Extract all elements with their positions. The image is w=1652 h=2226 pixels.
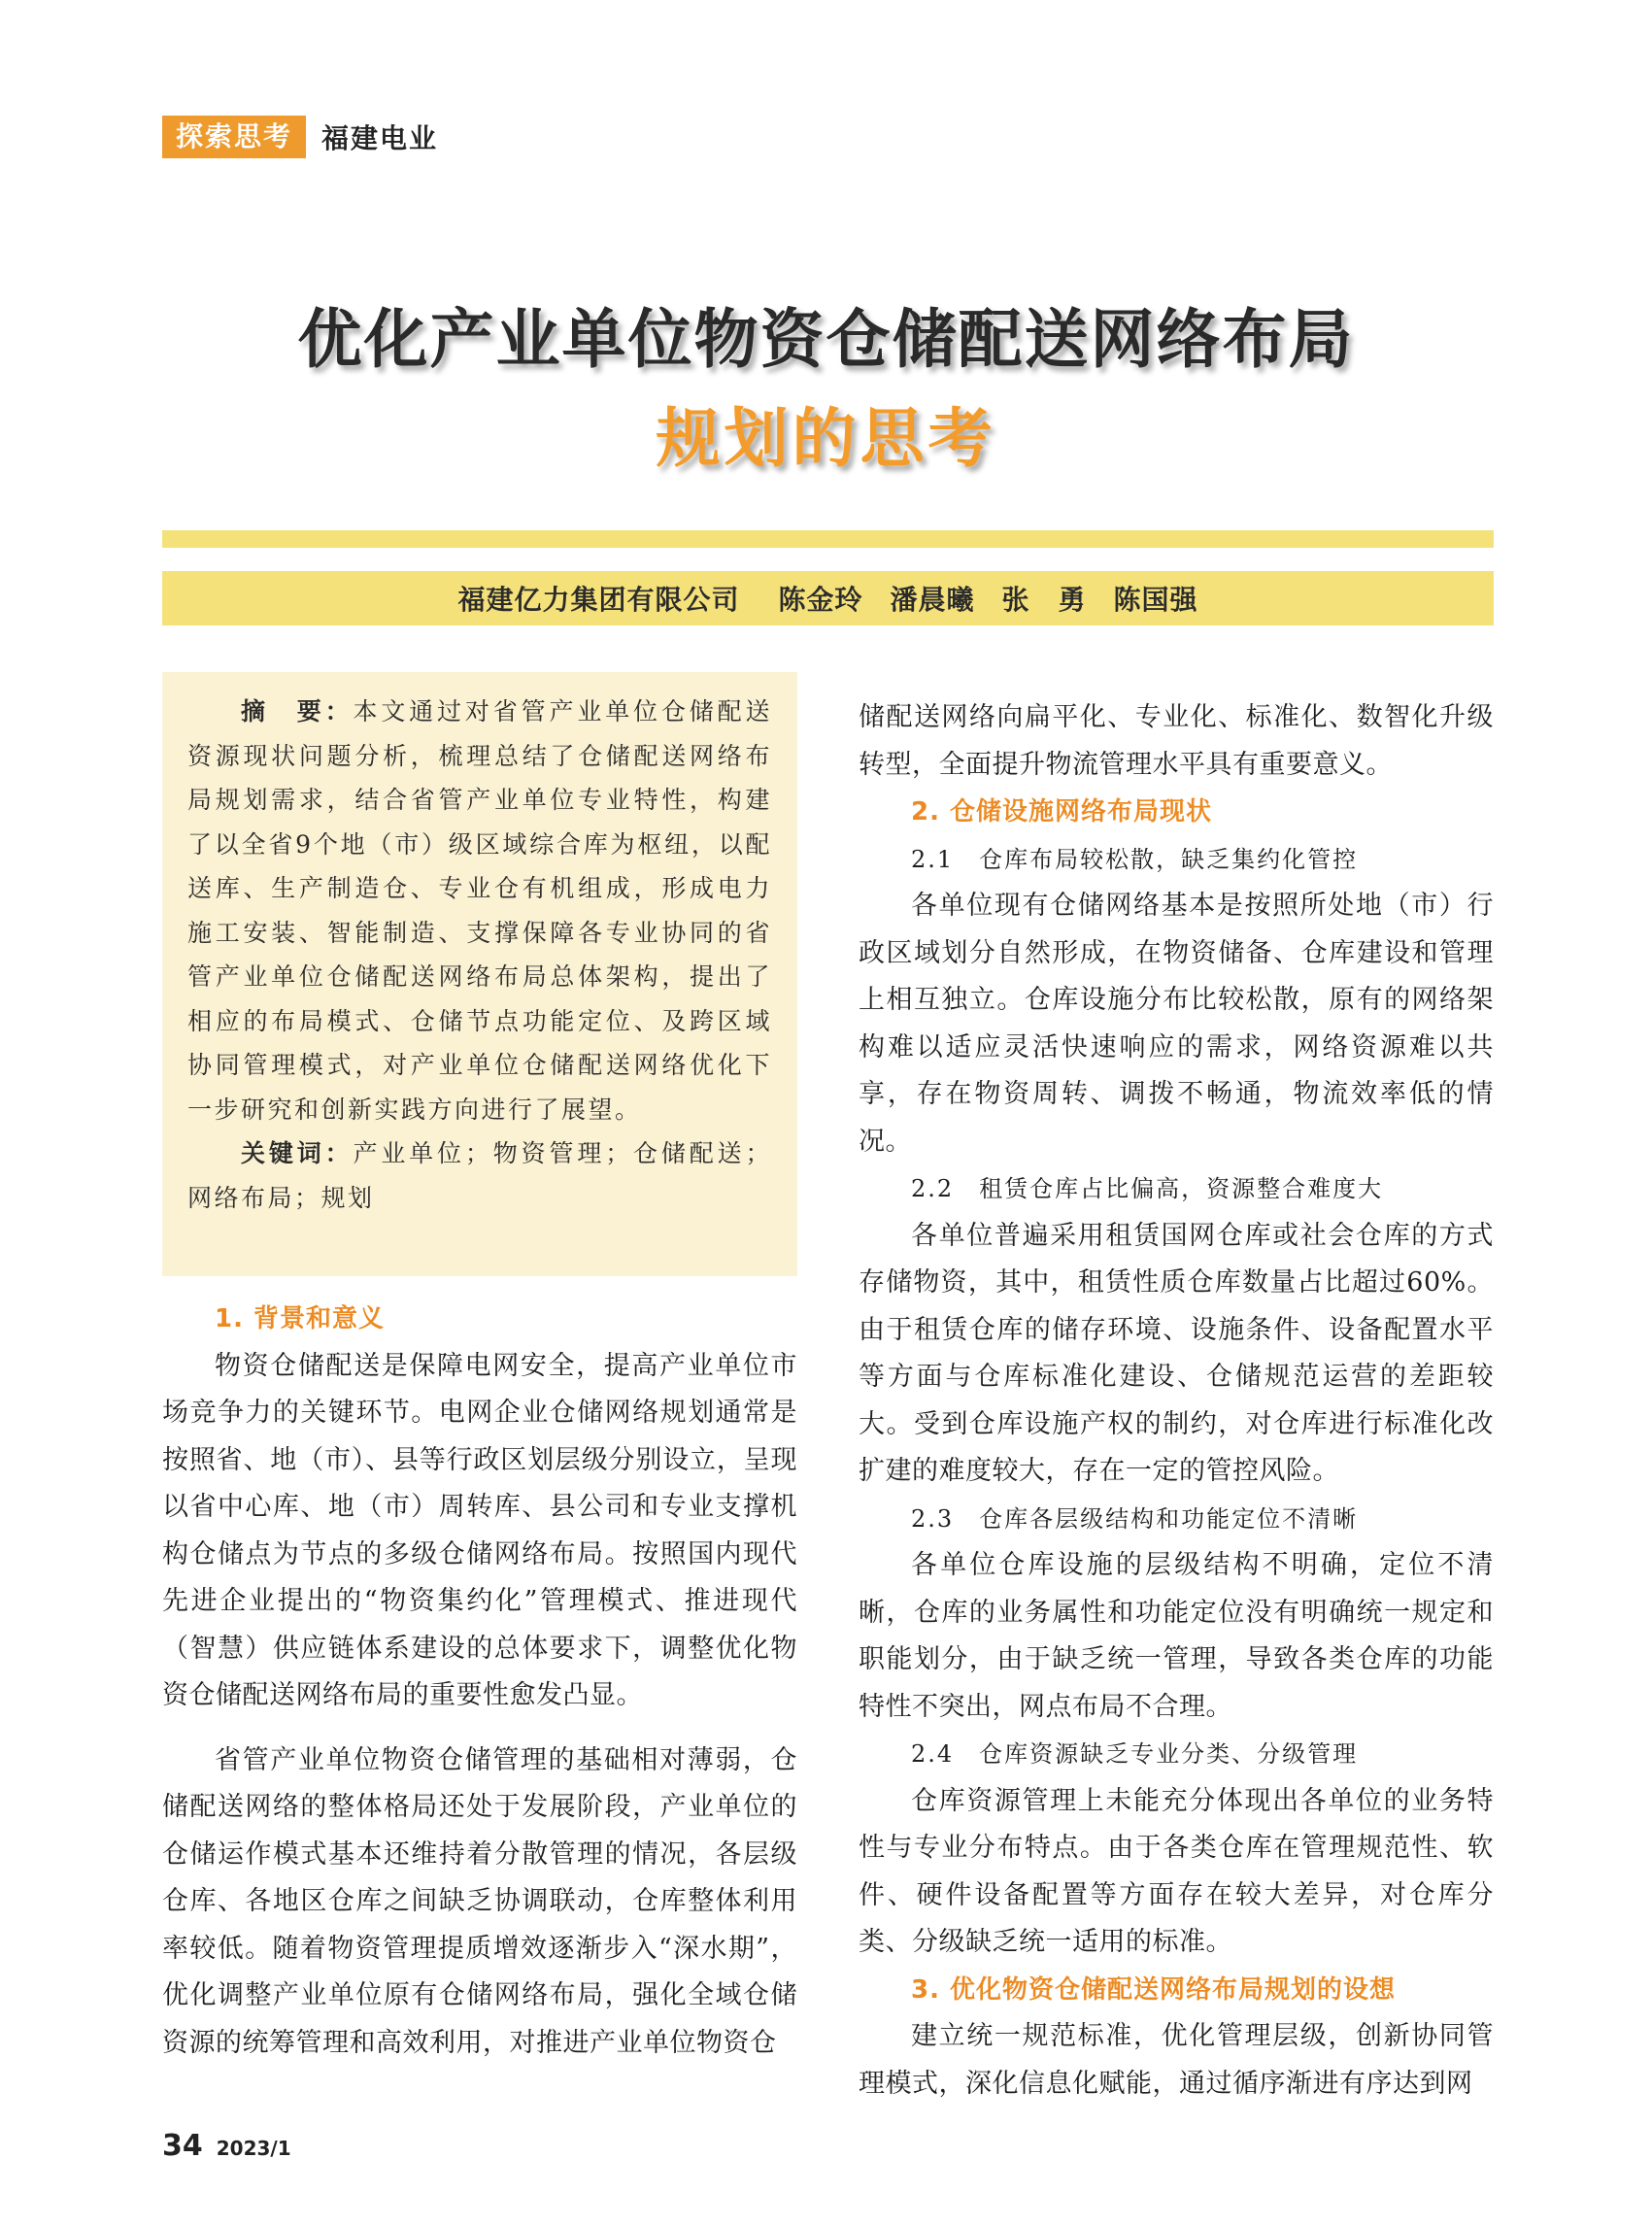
body-paragraph: 各单位现有仓储网络基本是按照所处地（市）行政区域划分自然形成，在物资储备、仓库建设和管理上相互独立。仓库设施分布比较松散，原有的网络架构难以适应灵活快速响应的需求，网络资源难以共享，存在物资周转、调拨不畅通，物流效率低的情况。 [859,891,1494,1157]
page-footer [162,2129,291,2163]
left-column [162,1296,797,2067]
article-title-line1: 优化产业单位物资仓储配送网络布局 [297,302,1355,377]
subsection-heading-2-3: 2.3 仓库各层级结构和功能定位不清晰 [911,1504,1359,1533]
body-paragraph: 各单位普遍采用租赁国网仓库或社会仓库的方式存储物资，其中，租赁性质仓库数量占比超过60%。由于租赁仓库的储存环境、设施条件、设备配置水平等方面与仓库标准化建设、仓储规范运营的差距较大。受到仓库设施产权的制约，对仓库进行标准化改扩建的难度较大，存在一定的管控风险。 [859,1220,1494,1486]
body-paragraph: 仓库资源管理上未能充分体现出各单位的业务特性与专业分布特点。由于各类仓库在管理规范性、软件、硬件设备配置等方面存在较大差异，对仓库分类、分级缺乏统一适用的标准。 [859,1785,1494,1957]
decorative-bar [162,530,1494,548]
section-tag: 探索思考 [162,116,306,158]
body-paragraph: 各单位仓库设施的层级结构不明确，定位不清晰，仓库的业务属性和功能定位没有明确统一规定和职能划分，由于缺乏统一管理，导致各类仓库的功能特性不突出，网点布局不合理。 [859,1550,1494,1722]
keywords-text: 产业单位；物资管理；仓储配送；网络布局；规划 [187,1139,772,1212]
section-heading-2: 2. 仓储设施网络布局现状 [911,797,1213,826]
body-paragraph: 物资仓储配送是保障电网安全，提高产业单位市场竞争力的关键环节。电网企业仓储网络规划通常是按照省、地（市）、县等行政区划层级分别设立，呈现以省中心库、地（市）周转库、县公司和专业支撑机构仓储点为节点的多级仓储网络布局。按照国内现代先进企业提出的“物资集约化”管理模式、推进现代（智慧）供应链体系建设的总体要求下，调整优化物资仓储配送网络布局的重要性愈发凸显。 [162,1350,797,1710]
abstract-label: 摘 要： [241,697,354,725]
abstract-paragraph [187,690,772,1131]
subsection-heading-2-4: 2.4 仓库资源缺乏专业分类、分级管理 [911,1740,1359,1768]
author-name: 陈国强 [1113,584,1198,616]
author-bar [162,571,1494,625]
right-column [859,694,1494,2108]
author-organization: 福建亿力集团有限公司 [457,584,740,616]
body-paragraph: 建立统一规范标准，优化管理层级，创新协同管理模式，深化信息化赋能，通过循序渐进有序达到网 [859,2021,1494,2099]
article-title-line2: 规划的思考 [656,401,996,476]
keywords-label: 关键词： [241,1139,354,1167]
issue-number: 2023/1 [216,2137,291,2160]
author-name: 陈金玲 [778,584,863,616]
author-name: 张 勇 [1001,584,1087,616]
keywords-paragraph [187,1131,772,1220]
body-paragraph-continued: 储配送网络向扁平化、专业化、标准化、数智化升级转型，全面提升物流管理水平具有重要意义。 [859,702,1494,780]
abstract-text: 本文通过对省管产业单位仓储配送资源现状问题分析，梳理总结了仓储配送网络布局规划需求，结合省管产业单位专业特性，构建了以全省9个地（市）级区域综合库为枢纽，以配送库、生产制造仓、专业仓有机组成，形成电力施工安装、智能制造、支撑保障各专业协同的省管产业单位仓储配送网络布局总体架构，提出了相应的布局模式、仓储节点功能定位、及跨区域协同管理模式，对产业单位仓储配送网络优化下一步研究和创新实践方向进行了展望。 [187,697,772,1124]
body-paragraph: 省管产业单位物资仓储管理的基础相对薄弱，仓储配送网络的整体格局还处于发展阶段，产业单位的仓储运作模式基本还维持着分散管理的情况，各层级仓库、各地区仓库之间缺乏协调联动，仓库整体利用率较低。随着物资管理提质增效逐渐步入“深水期”，优化调整产业单位原有仓储网络布局，强化全域仓储资源的统筹管理和高效利用，对推进产业单位物资仓 [162,1744,797,2058]
author-name: 潘晨曦 [890,584,975,616]
section-heading-3: 3. 优化物资仓储配送网络布局规划的设想 [911,1974,1397,2005]
subsection-heading-2-2: 2.2 租赁仓库占比偏高，资源整合难度大 [911,1175,1384,1202]
page-number: 34 [162,2129,203,2163]
page-header [162,116,438,158]
journal-name: 福建电业 [321,122,439,154]
abstract-box [162,672,797,1276]
section-heading-1: 1. 背景和意义 [215,1304,386,1333]
subsection-heading-2-1: 2.1 仓库布局较松散，缺乏集约化管控 [911,845,1359,873]
